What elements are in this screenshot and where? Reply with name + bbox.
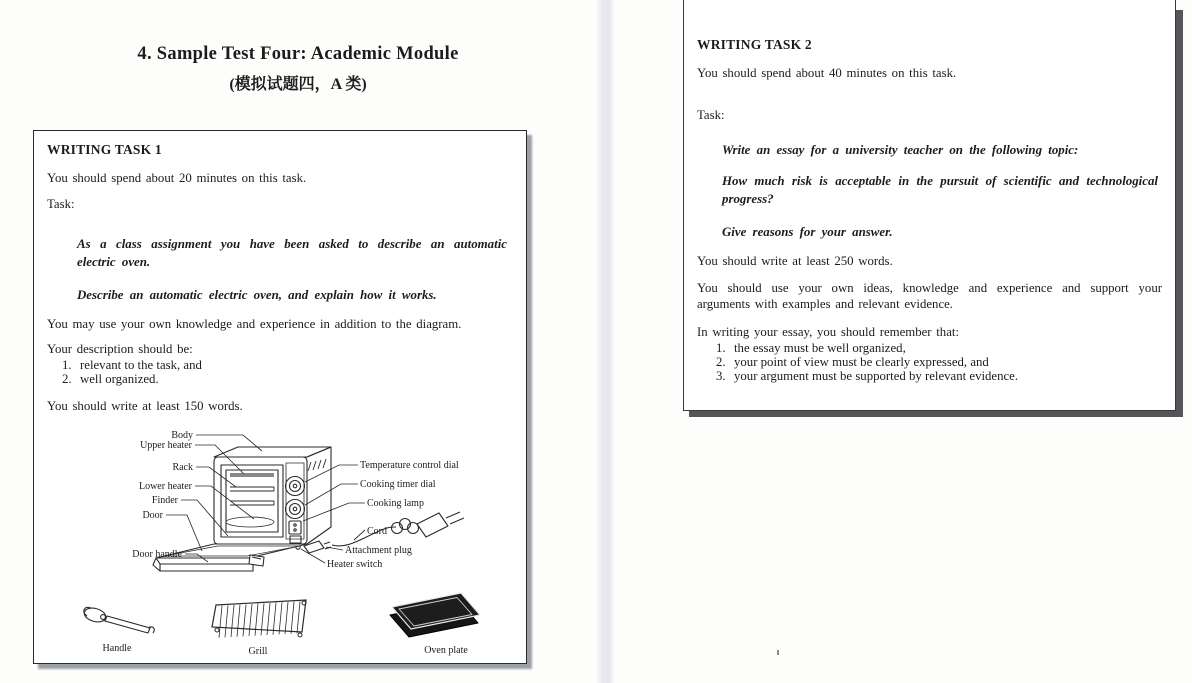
label-upper-heater: Upper heater	[140, 439, 192, 451]
task2-remember-item	[716, 355, 1162, 369]
task1-knowledge-note: You may use your own knowledge and experience in addition to the diagram.	[47, 316, 462, 331]
label-door-handle: Door handle	[132, 548, 182, 560]
label-cord: Cord	[367, 525, 387, 537]
page-title-line2: (模拟试题四，A 类)	[229, 76, 367, 93]
oven-top-face	[214, 447, 331, 457]
task1-prompt-describe: Describe an automatic electric oven, and explain how it works.	[77, 287, 437, 302]
plug-prongs	[446, 512, 464, 524]
label-rack: Rack	[172, 461, 193, 473]
task2-box-shadow-right	[1176, 10, 1183, 417]
door-handle-grip	[249, 555, 264, 566]
label-door: Door	[142, 509, 163, 521]
list-text: well organized.	[80, 371, 159, 386]
scan-artifact-dot	[777, 650, 779, 655]
task1-time-note: You should spend about 20 minutes on this task.	[47, 171, 307, 185]
label-timer-dial: Cooking timer dial	[360, 478, 436, 490]
label-handle: Handle	[102, 642, 132, 654]
temperature-control-dial	[286, 476, 305, 495]
label-temperature-dial: Temperature control dial	[360, 459, 459, 471]
label-attachment-plug: Attachment plug	[345, 544, 412, 556]
task2-remember-item	[716, 341, 1162, 355]
upper-heater-element	[230, 473, 274, 477]
list-text: your point of view must be clearly expressed, and	[734, 354, 989, 369]
writing-task1-box	[33, 130, 527, 664]
page-gutter	[597, 0, 614, 683]
vent-slots	[308, 459, 326, 471]
writing-task2-box	[683, 0, 1176, 411]
task1-word-note: You should write at least 150 words.	[47, 398, 243, 413]
label-grill: Grill	[248, 645, 268, 657]
task2-box-shadow-bottom	[689, 411, 1183, 417]
page-title-line1: 4. Sample Test Four: Academic Module	[137, 44, 459, 64]
wall-plug	[417, 513, 448, 537]
accessory-handle	[83, 606, 155, 633]
accessory-labels	[103, 643, 469, 657]
cavity-floor	[226, 517, 274, 527]
accessory-oven-plate	[390, 593, 480, 637]
list-text: relevant to the task, and	[80, 357, 202, 372]
task2-time-note: You should spend about 40 minutes on this task.	[697, 66, 957, 80]
list-number: 2.	[62, 371, 72, 386]
door-bar-front	[160, 564, 253, 571]
label-lower-heater: Lower heater	[138, 480, 192, 492]
task2-word-note: You should write at least 250 words.	[697, 254, 893, 268]
switch-plate	[290, 536, 301, 543]
list-number: 1.	[716, 340, 726, 355]
cooking-lamp	[289, 521, 301, 534]
label-finder: Finder	[151, 494, 178, 506]
list-text: the essay must be well organized,	[734, 340, 906, 355]
task2-remember-item	[716, 369, 1162, 383]
task2-ideas-note: You should use your own ideas, knowledge and experience and support your arguments with examples and relevant evidence.	[697, 280, 1162, 311]
label-cooking-lamp: Cooking lamp	[367, 497, 424, 509]
list-number: 3.	[716, 368, 726, 383]
list-number: 1.	[62, 357, 72, 372]
oven-diagram	[47, 425, 513, 670]
oven-rack	[230, 487, 274, 505]
label-oven-plate: Oven plate	[424, 644, 468, 656]
oven-body	[214, 447, 331, 549]
task2-remember-intro: In writing your essay, you should remember that:	[697, 324, 960, 339]
task2-prompt-topic: How much risk is acceptable in the pursuit of scientific and technological progress?	[722, 174, 1158, 207]
task2-task-label: Task:	[697, 107, 725, 122]
label-heater-switch: Heater switch	[327, 558, 383, 570]
accessory-grill	[212, 600, 306, 638]
task1-prompt-assignment: As a class assignment you have been asked to describe an automatic electric oven.	[77, 236, 507, 270]
list-text: your argument must be supported by relevant evidence.	[734, 368, 1019, 383]
task2-prompt-essay: Write an essay for a university teacher on the following topic:	[722, 142, 1079, 157]
task1-description-item	[62, 372, 513, 386]
task1-heading: WRITING TASK 1	[47, 142, 162, 157]
task1-description-intro: Your description should be:	[47, 341, 193, 356]
task1-task-label: Task:	[47, 196, 75, 211]
task1-description-item	[62, 358, 513, 372]
label-body: Body	[171, 429, 193, 441]
list-number: 2.	[716, 354, 726, 369]
task2-heading: WRITING TASK 2	[697, 37, 812, 52]
cooking-timer-dial	[286, 499, 305, 518]
task2-prompt-reasons: Give reasons for your answer.	[722, 224, 893, 239]
page-title	[8, 44, 588, 94]
oven-right-face	[307, 447, 331, 544]
